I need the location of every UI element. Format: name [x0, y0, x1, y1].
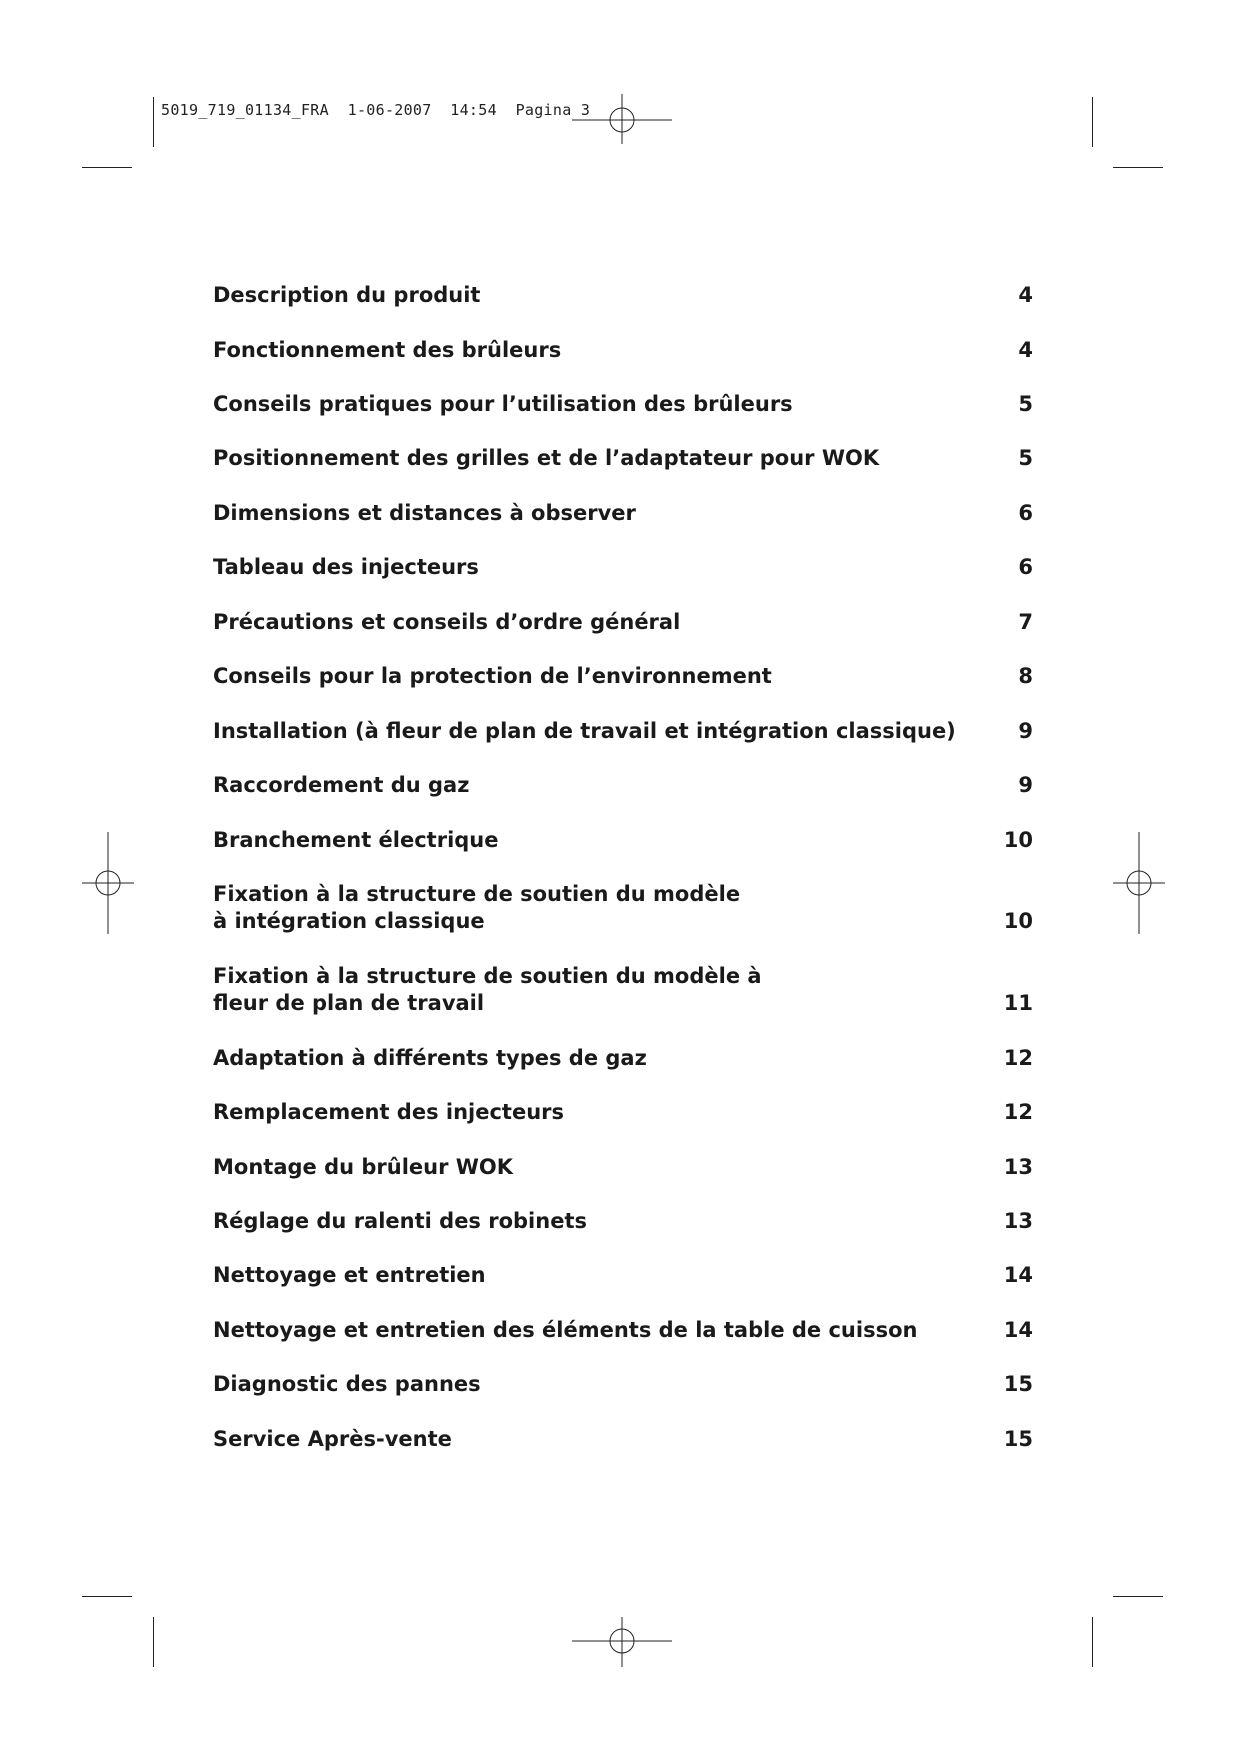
toc-entry-page: 4: [1018, 283, 1033, 307]
toc-entry: [213, 445, 1033, 472]
toc-entry: [213, 1099, 1033, 1126]
toc-entry-title: Adaptation à différents types de gaz: [213, 1046, 647, 1070]
toc-entry-title: Diagnostic des pannes: [213, 1372, 481, 1396]
toc-entry: [213, 881, 1033, 935]
registration-mark-left-icon: [82, 832, 134, 934]
toc-entry-page: 4: [1018, 338, 1033, 362]
toc-entry-title: Description du produit: [213, 283, 481, 307]
toc-entry: [213, 1317, 1033, 1344]
toc-entry-page: 12: [1003, 1100, 1033, 1124]
toc-entry-page: 5: [1018, 446, 1033, 470]
crop-mark-top-left-horizontal: [82, 167, 132, 168]
toc-entry-page: 6: [1018, 555, 1033, 579]
crop-mark-top-left-vertical: [153, 97, 154, 147]
toc-entry-title: Fonctionnement des brûleurs: [213, 338, 562, 362]
registration-mark-bottom-icon: [570, 1617, 674, 1667]
toc-entry-page: 14: [1003, 1263, 1033, 1287]
toc-entry-title: Raccordement du gaz: [213, 773, 470, 797]
toc-entry-title: Positionnement des grilles et de l’adaptateur pour WOK: [213, 446, 880, 470]
toc-entry: [213, 1045, 1033, 1072]
crop-mark-top-right-horizontal: [1113, 167, 1163, 168]
registration-mark-right-icon: [1113, 832, 1165, 934]
toc-entry-page: 15: [1003, 1372, 1033, 1396]
toc-entry: [213, 1208, 1033, 1235]
toc-entry: [213, 1154, 1033, 1181]
toc-entry: [213, 1262, 1033, 1289]
crop-mark-bottom-left-vertical: [153, 1617, 154, 1667]
toc-entry: [213, 1426, 1033, 1453]
toc-entry-title: Conseils pour la protection de l’environnement: [213, 664, 772, 688]
crop-mark-top-right-vertical: [1092, 97, 1093, 147]
toc-entry: [213, 609, 1033, 636]
toc-entry-title: Précautions et conseils d’ordre général: [213, 610, 681, 634]
toc-entry-page: 10: [1003, 828, 1033, 852]
registration-mark-top-icon: [570, 94, 674, 144]
toc-entry-page: 12: [1003, 1046, 1033, 1070]
toc-entry-title-line2: à intégration classique: [213, 909, 485, 933]
print-slug: 5019_719_01134_FRA 1-06-2007 14:54 Pagina 3: [161, 101, 591, 119]
toc-entry-page: 9: [1018, 719, 1033, 743]
toc-entry-title: Fixation à la structure de soutien du modèle: [213, 882, 741, 906]
toc-entry-title: Conseils pratiques pour l’utilisation des brûleurs: [213, 392, 793, 416]
toc-entry: [213, 963, 1033, 1017]
toc-entry-title: Nettoyage et entretien des éléments de la table de cuisson: [213, 1318, 918, 1342]
toc-entry-page: 14: [1003, 1318, 1033, 1342]
toc-entry-title: Fixation à la structure de soutien du modèle à: [213, 964, 762, 988]
toc-entry: [213, 500, 1033, 527]
toc-entry-page: 10: [1003, 909, 1033, 933]
toc-entry: [213, 1371, 1033, 1398]
crop-mark-bottom-left-horizontal: [82, 1596, 132, 1597]
toc-entry-page: 13: [1003, 1155, 1033, 1179]
toc-entry: [213, 337, 1033, 364]
toc-entry-page: 11: [1003, 991, 1033, 1015]
toc-entry: [213, 391, 1033, 418]
toc-entry: [213, 282, 1033, 309]
toc-entry-title: Tableau des injecteurs: [213, 555, 479, 579]
toc-entry-title: Service Après-vente: [213, 1427, 452, 1451]
toc-entry-page: 5: [1018, 392, 1033, 416]
toc-entry: [213, 663, 1033, 690]
toc-entry-page: 7: [1018, 610, 1033, 634]
toc-entry-title: Dimensions et distances à observer: [213, 501, 636, 525]
toc-entry-title: Remplacement des injecteurs: [213, 1100, 565, 1124]
toc-entry-title: Réglage du ralenti des robinets: [213, 1209, 587, 1233]
toc-entry-title: Branchement électrique: [213, 828, 499, 852]
toc-entry-page: 15: [1003, 1427, 1033, 1451]
toc-entry-page: 8: [1018, 664, 1033, 688]
toc-entry-page: 13: [1003, 1209, 1033, 1233]
toc-entry-title: Montage du brûleur WOK: [213, 1155, 514, 1179]
toc-entry-page: 9: [1018, 773, 1033, 797]
toc-entry-title: Nettoyage et entretien: [213, 1263, 486, 1287]
crop-mark-bottom-right-horizontal: [1113, 1596, 1163, 1597]
toc-entry: [213, 554, 1033, 581]
toc-entry: [213, 718, 1033, 745]
crop-mark-bottom-right-vertical: [1092, 1617, 1093, 1667]
toc-entry: [213, 827, 1033, 854]
toc-entry-title: Installation (à fleur de plan de travail et intégration classique): [213, 719, 956, 743]
toc-entry: [213, 772, 1033, 799]
toc-entry-title-line2: fleur de plan de travail: [213, 991, 485, 1015]
toc-entry-page: 6: [1018, 501, 1033, 525]
